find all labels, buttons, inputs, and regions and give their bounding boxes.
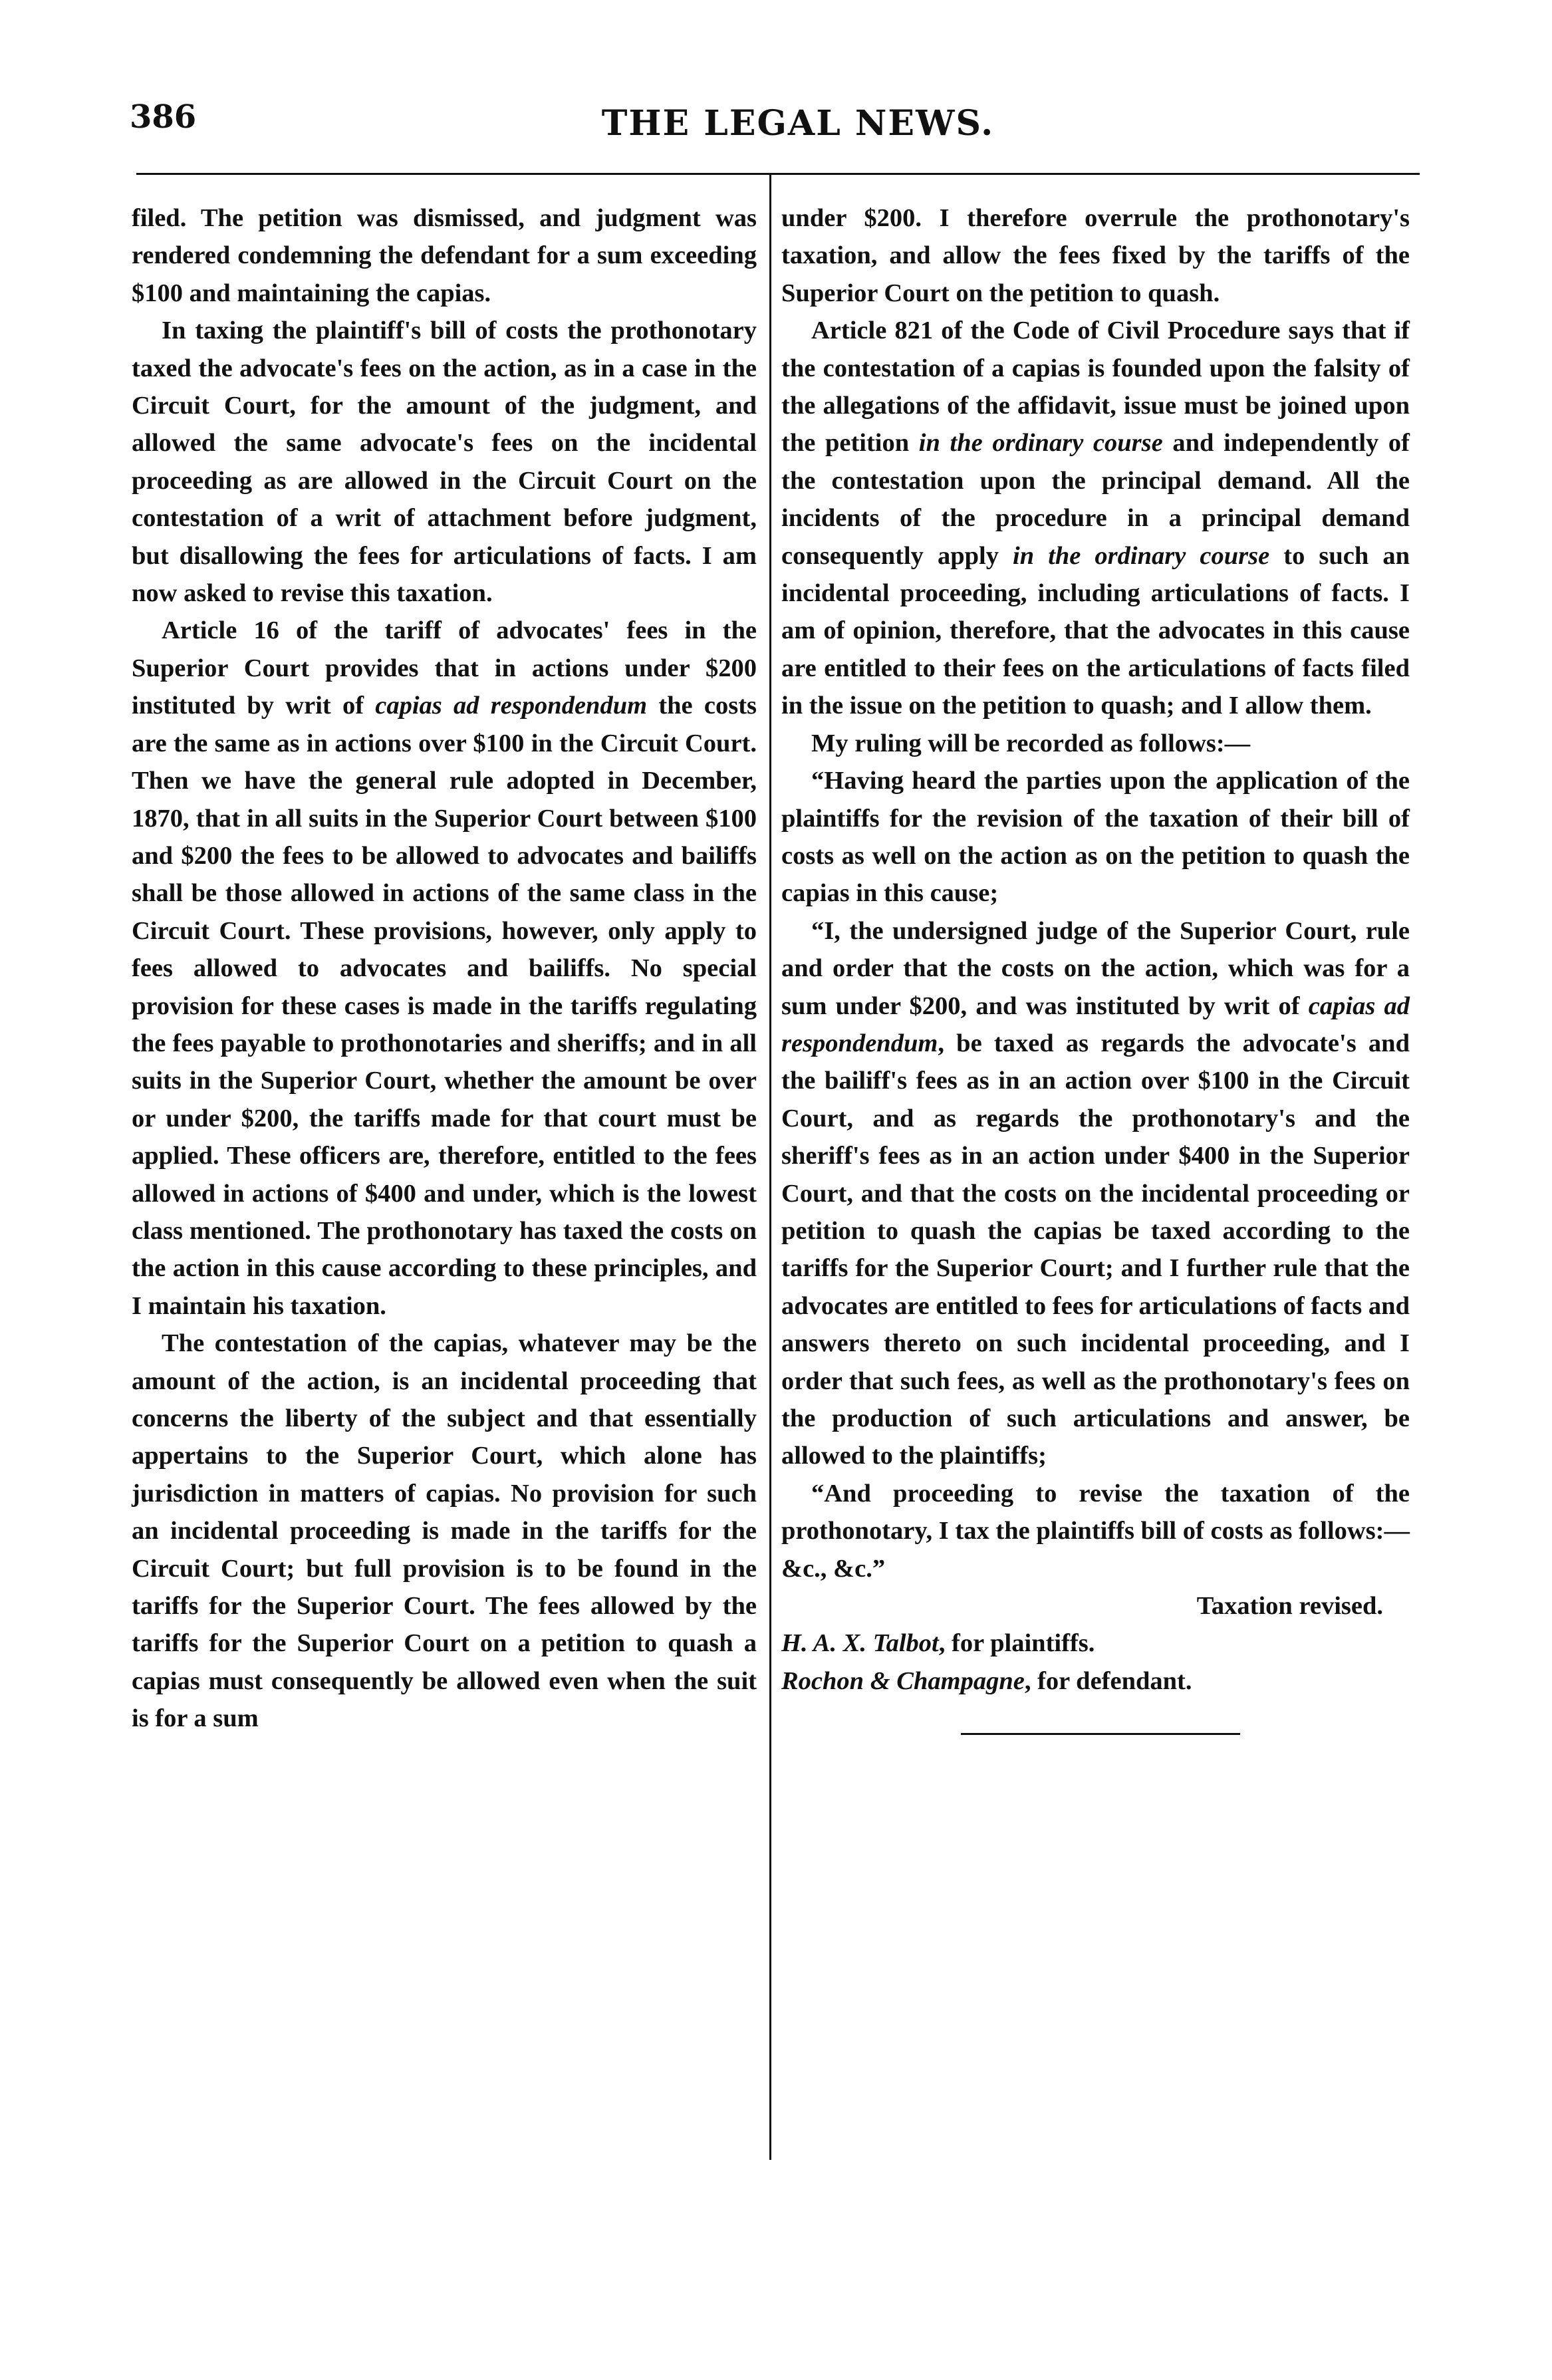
left-p3-text-b: the costs are the same as in actions over $100 in the Circuit Court. Then we have the general rule adopted in December, 1870, that in all suits in the Superior Court between $100 and $200 the fees to be allowed to advocates and bailiffs shall be those allowed in actions of the same class in the Circuit Court. These provisions, however, only apply to fees allowed to advocates and bailiffs. No special provision for these cases is made in the tariffs regulating the fees payable to prothonotaries and sheriffs; and in all suits in the Superior Court, whether the amount be over or under $200, the tariffs made for that court must be applied. These officers are, therefore, entitled to the fees allowed in actions of $400 and under, which is the lowest class mentioned. The prothonotary has taxed the costs on the action in this cause according to these principles, and I maintain his taxation. [132, 692, 757, 1320]
end-rule [961, 1733, 1240, 1735]
attorney-plaintiffs-name: H. A. X. Talbot [781, 1629, 939, 1658]
right-p2-italic-2: in the ordinary course [1013, 541, 1270, 570]
header-rule [136, 173, 1420, 175]
left-column [132, 199, 757, 1738]
right-p5-text-a: “I, the undersigned judge of the Superior Court, rule and order that the costs on the action, which was for a sum under $200, and was instituted by writ of [781, 916, 1410, 1020]
right-column [781, 199, 1410, 1735]
attorney-defendant-role: , for defendant. [1024, 1666, 1192, 1695]
attorney-defendant-name: Rochon & Champagne [781, 1666, 1025, 1695]
left-paragraph-3 [132, 612, 757, 1325]
right-paragraph-1: under $200. I therefore overrule the prothonotary's taxation, and allow the fees fixed by the tariffs of the Superior Court on the petition to quash. [781, 204, 1410, 307]
right-paragraph-3: My ruling will be recorded as follows:— [811, 729, 1251, 757]
closing-line: Taxation revised. [1196, 1592, 1383, 1621]
right-paragraph-2 [781, 312, 1410, 724]
right-paragraph-6: “And proceeding to revise the taxation of the prothonotary, I tax the plaintiffs bill of costs as follows:—&c., &c.” [781, 1479, 1410, 1583]
right-p2-text-c: to such an incidental proceeding, including articulations of facts. I am of opinion, therefore, that the advocates in this cause are entitled to their fees on the articulations of facts filed in the issue on the petition to quash; and I allow them. [781, 541, 1410, 720]
left-p3-italic: capias ad respondendum [375, 692, 648, 720]
left-paragraph-2: In taxing the plaintiff's bill of costs the prothonotary taxed the advocate's fees on the action, as in a case in the Circuit Court, for the amount of the judgment, and allowed the same advocate's fees on the incidental proceeding as are allowed in the Circuit Court on the contestation of a writ of attachment before judgment, but disallowing the fees for articulations of facts. I am now asked to revise this taxation. [132, 317, 757, 608]
right-p5-italic: capias ad respondendum [781, 992, 1410, 1057]
column-divider [769, 175, 771, 2160]
left-p3-text-a: Article 16 of the tariff of advocates' fees in the Superior Court provides that in actions under $200 instituted by writ of [132, 616, 757, 720]
attorney-plaintiffs [781, 1625, 1410, 1662]
attorney-plaintiffs-role: , for plaintiffs. [938, 1629, 1095, 1658]
right-paragraph-4: “Having heard the parties upon the application of the plaintiffs for the revision of the taxation of their bill of costs as well on the action as on the petition to quash the capias in this cause; [781, 767, 1410, 908]
page-number: 386 [130, 98, 197, 136]
right-p2-italic-1: in the ordinary course [918, 429, 1163, 458]
attorney-defendant [781, 1662, 1410, 1700]
right-p2-text-a: Article 821 of the Code of Civil Procedure says that if the contestation of a capias is founded upon the falsity of the allegations of the affidavit, issue must be joined upon the petition [781, 317, 1410, 458]
right-paragraph-5 [781, 912, 1410, 1475]
left-paragraph-4: The contestation of the capias, whatever may be the amount of the action, is an incidental proceeding that concerns the liberty of the subject and that essentially appertains to the Superior Court, which alone has jurisdiction in matters of capias. No provision for such an incidental proceeding is made in the tariffs for the Circuit Court; but full provision is to be found in the tariffs for the Superior Court. The fees allowed by the tariffs for the Superior Court on a petition to quash a capias must consequently be allowed even when the suit is for a sum [132, 1329, 757, 1733]
right-p2-text-b: and independently of the contestation upon the principal demand. All the incidents of the procedure in a principal demand consequently apply [781, 429, 1410, 570]
left-paragraph-1: filed. The petition was dismissed, and judgment was rendered condemning the defendant for a sum exceeding $100 and maintaining the capias. [132, 204, 757, 307]
running-head-title: THE LEGAL NEWS. [601, 103, 995, 144]
right-p5-text-b: , be taxed as regards the advocate's and the bailiff's fees as in an action over $100 in the Circuit Court, and as regards the prothonotary's and the sheriff's fees as in an action under $400 in the Superior Court, and that the costs on the incidental proceeding or petition to quash the capias be taxed according to the tariffs for the Superior Court; and I further rule that the advocates are entitled to fees for articulations of facts and answers thereto on such incidental proceeding, and I order that such fees, as well as the prothonotary's fees on the production of such articulations and answer, be allowed to the plaintiffs; [781, 1029, 1410, 1470]
